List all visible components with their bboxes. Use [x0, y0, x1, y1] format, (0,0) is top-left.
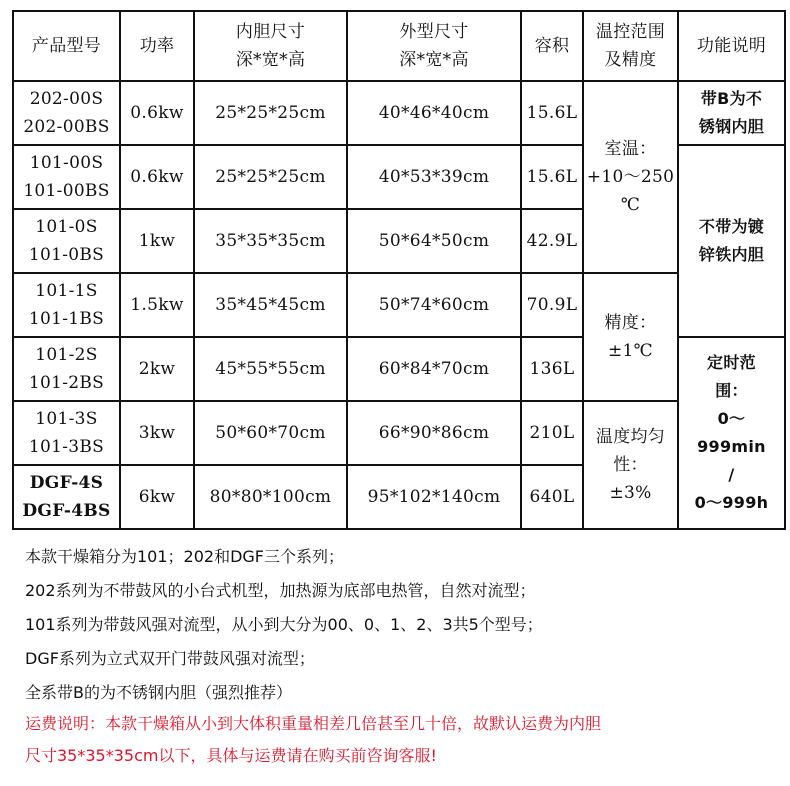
table-row — [13, 401, 785, 465]
note-line: 202系列为不带鼓风的小台式机型，加热源为底部电热管，自然对流型； — [25, 581, 536, 600]
precision-cell: 精度： ±1℃ — [583, 273, 678, 401]
outer-size-cell: 50*74*60cm — [347, 273, 521, 337]
series-notes — [25, 540, 785, 710]
outer-size-cell: 60*84*70cm — [347, 337, 521, 401]
capacity-cell: 15.6L — [521, 145, 583, 209]
header-row — [13, 11, 785, 81]
header-function: 功能说明 — [678, 11, 785, 81]
note-line: 101系列为带鼓风强对流型，从小到大分为00、0、1、2、3共5个型号； — [25, 615, 543, 634]
model-cell: 202-00S 202-00BS — [13, 81, 120, 145]
func-stainless-cell: 带B为不 锈钢内胆 — [678, 81, 785, 145]
shipping-line: 运费说明：本款干燥箱从小到大体积重量相差几倍甚至几十倍，故默认运费为内胆 — [25, 714, 602, 733]
shipping-notice — [25, 708, 785, 772]
outer-size-cell: 95*102*140cm — [347, 465, 521, 529]
capacity-cell: 136L — [521, 337, 583, 401]
model-cell: 101-00S 101-00BS — [13, 145, 120, 209]
outer-size-cell: 40*53*39cm — [347, 145, 521, 209]
model-cell: 101-0S 101-0BS — [13, 209, 120, 273]
shipping-line: 尺寸35*35*35cm以下，具体与运费请在购买前咨询客服! — [25, 746, 437, 765]
inner-size-cell: 45*55*55cm — [194, 337, 347, 401]
spec-table — [12, 10, 786, 530]
model-cell: DGF-4S DGF-4BS — [13, 465, 120, 529]
outer-size-cell: 50*64*50cm — [347, 209, 521, 273]
inner-size-cell: 25*25*25cm — [194, 145, 347, 209]
capacity-cell: 42.9L — [521, 209, 583, 273]
func-galvanized-cell: 不带为镀 锌铁内胆 — [678, 145, 785, 337]
power-cell: 2kw — [120, 337, 194, 401]
outer-size-cell: 40*46*40cm — [347, 81, 521, 145]
power-cell: 6kw — [120, 465, 194, 529]
power-cell: 1kw — [120, 209, 194, 273]
model-cell: 101-2S 101-2BS — [13, 337, 120, 401]
model-cell: 101-1S 101-1BS — [13, 273, 120, 337]
power-cell: 1.5kw — [120, 273, 194, 337]
power-cell: 3kw — [120, 401, 194, 465]
capacity-cell: 210L — [521, 401, 583, 465]
table-row — [13, 81, 785, 145]
capacity-cell: 15.6L — [521, 81, 583, 145]
table-row — [13, 273, 785, 337]
power-cell: 0.6kw — [120, 145, 194, 209]
header-model: 产品型号 — [13, 11, 120, 81]
capacity-cell: 640L — [521, 465, 583, 529]
func-timer-cell: 定时范 围： 0～ 999min / 0～999h — [678, 337, 785, 529]
capacity-cell: 70.9L — [521, 273, 583, 337]
uniformity-cell: 温度均匀 性： ±3% — [583, 401, 678, 529]
header-capacity: 容积 — [521, 11, 583, 81]
inner-size-cell: 35*45*45cm — [194, 273, 347, 337]
inner-size-cell: 35*35*35cm — [194, 209, 347, 273]
header-temp: 温控范围 及精度 — [583, 11, 678, 81]
header-outer-size: 外型尺寸 深*宽*高 — [347, 11, 521, 81]
outer-size-cell: 66*90*86cm — [347, 401, 521, 465]
power-cell: 0.6kw — [120, 81, 194, 145]
header-power: 功率 — [120, 11, 194, 81]
header-inner-size: 内胆尺寸 深*宽*高 — [194, 11, 347, 81]
inner-size-cell: 25*25*25cm — [194, 81, 347, 145]
model-cell: 101-3S 101-3BS — [13, 401, 120, 465]
note-line: 本款干燥箱分为101；202和DGF三个系列； — [25, 547, 345, 566]
note-line: DGF系列为立式双开门带鼓风强对流型； — [25, 649, 315, 668]
inner-size-cell: 80*80*100cm — [194, 465, 347, 529]
temp-range-cell: 室温： +10～250 ℃ — [583, 81, 678, 273]
note-line: 全系带B的为不锈钢内胆（强烈推荐） — [25, 683, 292, 702]
inner-size-cell: 50*60*70cm — [194, 401, 347, 465]
